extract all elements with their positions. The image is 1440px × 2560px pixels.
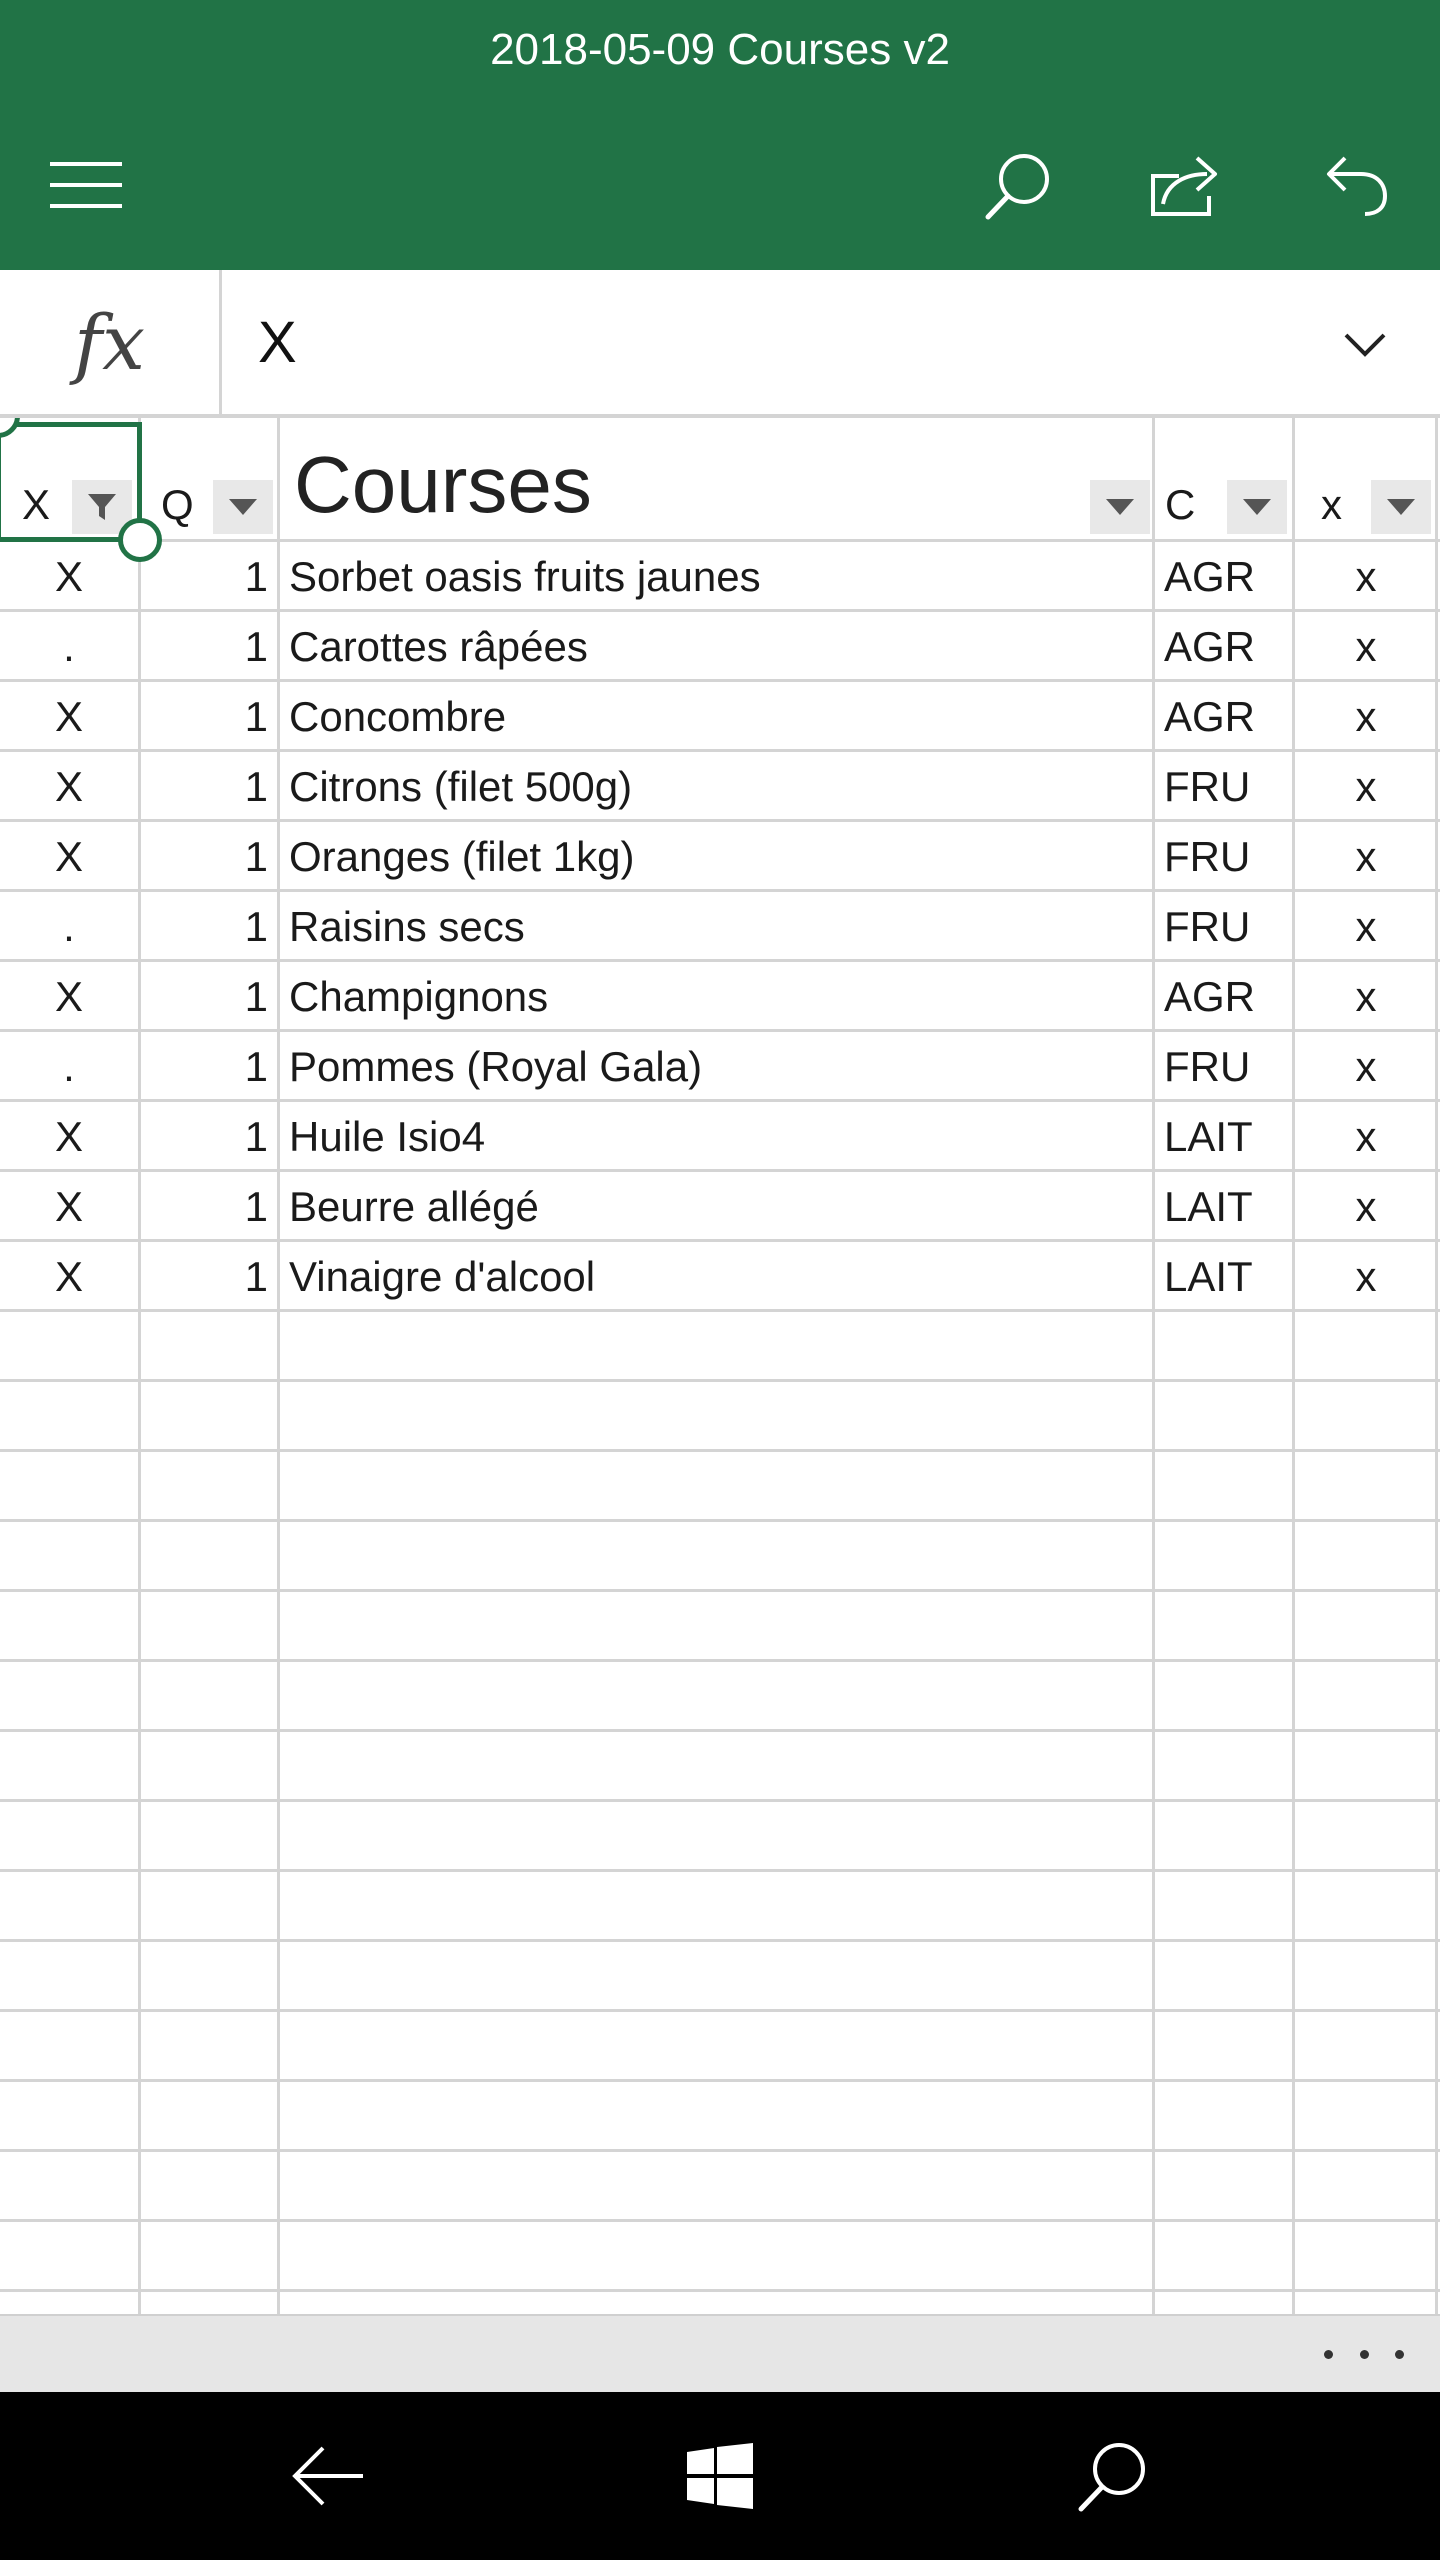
cell-x[interactable]: . [63,1043,75,1090]
filter-dropdown-button[interactable] [1090,480,1150,534]
cell-quantity[interactable]: 1 [244,763,268,810]
cell-category[interactable]: FRU [1164,763,1251,810]
dropdown-arrow-icon [229,499,257,515]
more-options-button[interactable] [1324,2316,1404,2392]
cell-category[interactable]: FRU [1164,1043,1251,1090]
selection-handle-bottom-right[interactable] [118,518,162,562]
cell-quantity[interactable]: 1 [244,553,268,600]
system-search-button[interactable] [1012,2392,1212,2560]
hamburger-menu-icon [50,160,122,210]
cell-category[interactable]: FRU [1164,903,1251,950]
cell-quantity[interactable]: 1 [244,1043,268,1090]
cell-x[interactable]: X [54,693,83,740]
dropdown-arrow-icon [1243,499,1271,515]
cell-item-name[interactable]: Beurre allégé [289,1183,539,1230]
table-row[interactable] [0,612,1440,682]
title-bar [0,0,1440,100]
empty-row[interactable] [0,1522,1440,1592]
formula-input[interactable]: X [258,310,297,375]
cell-category[interactable]: AGR [1164,693,1256,740]
cell-check[interactable]: x [1355,1253,1377,1300]
cell-x[interactable]: X [54,1253,83,1300]
cell-item-name[interactable]: Pommes (Royal Gala) [289,1043,703,1090]
cell-check[interactable]: x [1355,763,1377,810]
filter-funnel-icon [87,492,117,522]
header-cell-courses[interactable] [280,418,1152,542]
cell-category[interactable]: AGR [1164,973,1256,1020]
header-cell-check[interactable] [1295,418,1435,542]
fx-label: fx [74,297,145,387]
cell-item-name[interactable]: Huile Isio4 [289,1113,486,1160]
cell-item-name[interactable]: Vinaigre d'alcool [289,1253,596,1300]
table-row[interactable] [0,822,1440,892]
filter-dropdown-button[interactable] [1371,480,1431,534]
table-header-row [0,418,1440,542]
cell-check[interactable]: x [1355,553,1377,600]
filter-dropdown-button[interactable] [213,480,273,534]
toolbar [0,100,1440,270]
dropdown-arrow-icon [1106,499,1134,515]
cell-item-name[interactable]: Champignons [289,973,549,1020]
cell-check[interactable]: x [1355,903,1377,950]
formula-bar [0,270,1440,418]
empty-row[interactable] [0,1732,1440,1802]
fx-button[interactable] [0,270,222,414]
cell-x[interactable]: X [54,1113,83,1160]
cell-quantity[interactable]: 1 [244,973,268,1020]
back-button[interactable] [228,2392,428,2560]
undo-icon [1323,152,1389,218]
search-icon [1075,2439,1149,2513]
cell-item-name[interactable]: Carottes râpées [289,623,588,670]
expand-formula-button[interactable] [1330,310,1400,380]
more-dot-icon [1360,2350,1369,2359]
start-button[interactable] [620,2392,820,2560]
cell-check[interactable]: x [1355,1183,1377,1230]
empty-row[interactable] [0,1452,1440,1522]
share-button[interactable] [1116,100,1256,270]
cell-quantity[interactable]: 1 [244,693,268,740]
spreadsheet-grid[interactable] [0,418,1440,2314]
window-title: 2018-05-09 Courses v2 [490,25,950,74]
cell-quantity[interactable]: 1 [244,833,268,880]
empty-row[interactable] [0,2222,1440,2292]
empty-row[interactable] [0,1872,1440,1942]
cell-item-name[interactable]: Concombre [289,693,507,740]
more-dot-icon [1324,2350,1333,2359]
table-row[interactable] [0,1242,1440,1312]
table-row[interactable] [0,682,1440,752]
header-c-label: C [1165,481,1196,528]
cell-x[interactable]: X [54,973,83,1020]
status-bar [0,2314,1440,2392]
empty-row[interactable] [0,1802,1440,1872]
cell-category[interactable]: FRU [1164,833,1251,880]
empty-row[interactable] [0,1662,1440,1732]
cell-quantity[interactable]: 1 [244,1183,268,1230]
menu-button[interactable] [16,100,156,270]
share-icon [1149,152,1223,218]
cell-check[interactable]: x [1355,693,1377,740]
cell-quantity[interactable]: 1 [244,1113,268,1160]
cell-item-name[interactable]: Raisins secs [289,903,525,950]
table-row[interactable] [0,752,1440,822]
header-x-label: X [22,481,51,528]
cell-item-name[interactable]: Oranges (filet 1kg) [289,833,635,880]
system-nav-bar [0,2392,1440,2560]
chevron-down-icon [1343,332,1387,358]
empty-row[interactable] [0,1592,1440,1662]
cell-category[interactable]: AGR [1164,623,1256,670]
cell-x[interactable]: . [63,623,75,670]
cell-x[interactable]: X [54,1183,83,1230]
cell-x[interactable]: X [54,833,83,880]
cell-category[interactable]: LAIT [1164,1183,1253,1230]
cell-item-name[interactable]: Sorbet oasis fruits jaunes [289,553,761,600]
header-courses-label: Courses [294,440,592,529]
cell-category[interactable]: LAIT [1164,1113,1253,1160]
empty-row[interactable] [0,1312,1440,1382]
header-cell-q[interactable] [141,418,277,542]
empty-row[interactable] [0,2012,1440,2082]
cell-quantity[interactable]: 1 [244,623,268,670]
header-cell-x[interactable] [0,418,138,542]
empty-row[interactable] [0,2152,1440,2222]
cell-check[interactable]: x [1355,833,1377,880]
back-arrow-icon [291,2446,365,2506]
empty-row[interactable] [0,1382,1440,1452]
empty-row[interactable] [0,1942,1440,2012]
dropdown-arrow-icon [1387,499,1415,515]
undo-button[interactable] [1286,100,1426,270]
table-row[interactable] [0,542,1440,612]
search-button[interactable] [948,100,1088,270]
cell-x[interactable]: X [54,553,83,600]
cell-x[interactable]: . [63,903,75,950]
cell-check[interactable]: x [1355,1113,1377,1160]
cell-category[interactable]: AGR [1164,553,1256,600]
cell-check[interactable]: x [1355,623,1377,670]
empty-row[interactable] [0,2082,1440,2152]
more-dot-icon [1395,2350,1404,2359]
cell-item-name[interactable]: Citrons (filet 500g) [289,763,633,810]
table-row[interactable] [0,1032,1440,1102]
cell-category[interactable]: LAIT [1164,1253,1253,1300]
header-cell-c[interactable] [1155,418,1292,542]
cell-check[interactable]: x [1355,973,1377,1020]
table-row[interactable] [0,962,1440,1032]
cell-quantity[interactable]: 1 [244,903,268,950]
cell-x[interactable]: X [54,763,83,810]
table-row[interactable] [0,892,1440,962]
windows-logo-icon [687,2443,753,2509]
table-row[interactable] [0,1172,1440,1242]
table-row[interactable] [0,1102,1440,1172]
filter-dropdown-button[interactable] [1227,480,1287,534]
header-check-label: x [1321,481,1342,528]
search-icon [982,149,1054,221]
cell-quantity[interactable]: 1 [244,1253,268,1300]
header-q-label: Q [161,481,194,528]
cell-check[interactable]: x [1355,1043,1377,1090]
